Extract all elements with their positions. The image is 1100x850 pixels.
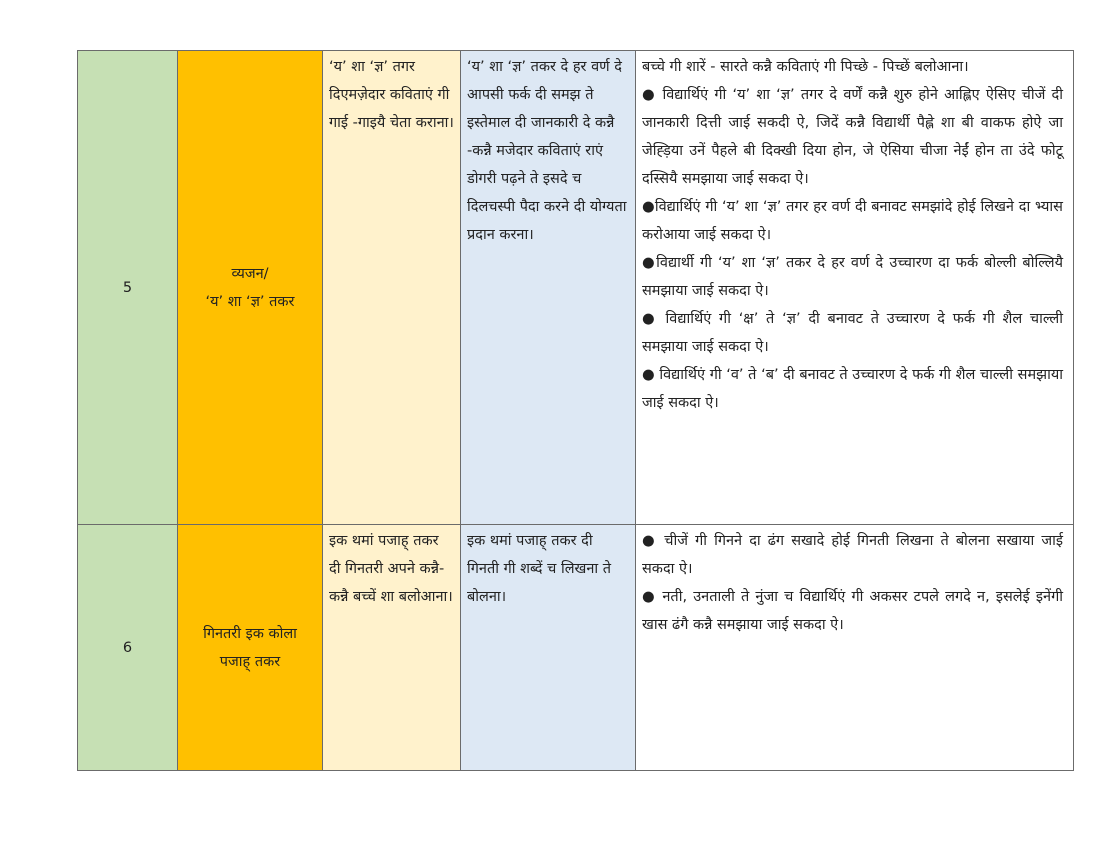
objective-text: ‘य’ शा ‘ज्ञ’ तगर दिएमज़ेदार कविताएं गी गाई -गाइयै चेता कराना। xyxy=(329,59,454,131)
activity-item: ● विद्यार्थिएं गी ‘क्ष’ ते ‘ज्ञ’ दी बनावट ते उच्चारण दे फर्क गी शैल चाल्ली समझाया जाई सकदा ऐ। xyxy=(642,311,1063,355)
topic-line: ‘य’ शा ‘ज्ञ’ तकर xyxy=(205,293,295,310)
outcome-text: ‘य’ शा ‘ज्ञ’ तकर दे हर वर्ण दे आपसी फर्क दी समझ ते इस्तेमाल दी जानकारी दे कन्नै -कन्नै मजेदार कविताएं राएं डोगरी पढ़ने ते इसदे च दिलचस्पी पैदा करने दी योग्यता प्रदान करना। xyxy=(467,59,627,243)
activity-item: ●विद्यार्थी गी ‘य’ शा ‘ज्ञ’ तकर दे हर वर्ण दे उच्चारण दा फर्क बोल्ली बोल्लियै समझाया जाई सकदा ऐ। xyxy=(642,255,1063,299)
row-number-cell xyxy=(78,525,178,771)
topic-line: गिनतरी इक कोला xyxy=(203,625,297,642)
row-number-cell xyxy=(78,51,178,525)
topic-line: पजाह् तकर xyxy=(219,653,281,670)
curriculum-table xyxy=(77,50,1074,771)
row-number: 6 xyxy=(122,639,133,656)
outcome-text: इक थमां पजाह् तकर दी गिनती गी शब्दें च लिखना ते बोलना। xyxy=(467,533,612,605)
activities-cell xyxy=(636,51,1074,525)
objective-cell xyxy=(323,525,461,771)
table-row xyxy=(78,51,1074,525)
activity-item: ● विद्यार्थिएं गी ‘य’ शा ‘ज्ञ’ तगर दे वर्णें कन्नै शुरु होने आह्लिए ऐसिए चीजें दी जानकारी दित्ती जाई सकदी ऐ, जिदें कन्नै विद्यार्थी पैह्ले शा बी वाकफ होऐ जा जेह्ड़िया उनें पैहले बी दिक्खी दिया होन, जे ऐसिया चीजा नेईं होन ता उंदे फोटू दस्सियै समझाया जाई सकदा ऐ। xyxy=(642,87,1063,187)
objective-cell xyxy=(323,51,461,525)
activity-item: ●विद्यार्थिएं गी ‘य’ शा ‘ज्ञ’ तगर हर वर्ण दी बनावट समझांदे होई लिखने दा भ्यास करोआया जाई सकदा ऐ। xyxy=(642,199,1063,243)
topic-cell xyxy=(178,525,323,771)
outcome-cell xyxy=(461,525,636,771)
activity-item: ● चीजें गी गिनने दा ढंग सखादे होई गिनती लिखना ते बोलना सखाया जाई सकदा ऐ। xyxy=(642,533,1063,577)
row-number: 5 xyxy=(122,279,133,296)
objective-text: इक थमां पजाह् तकर दी गिनतरी अपने कन्नै-कन्नै बच्चें शा बलोआना। xyxy=(329,533,453,605)
activity-item: बच्चे गी शारें - सारते कन्नै कविताएं गी पिच्छे - पिच्छें बलोआना। xyxy=(642,59,969,75)
table-row xyxy=(78,525,1074,771)
topic-cell xyxy=(178,51,323,525)
activities-cell xyxy=(636,525,1074,771)
topic-line: व्यजन/ xyxy=(231,265,269,282)
activity-item: ● विद्यार्थिएं गी ‘व’ ते ‘ब’ दी बनावट ते उच्चारण दे फर्क गी शैल चाल्ली समझाया जाई सकदा ऐ। xyxy=(642,367,1063,411)
outcome-cell xyxy=(461,51,636,525)
activity-item: ● नती, उनताली ते नुंजा च विद्यार्थिएं गी अकसर टपले लगदे न, इसलेई इनेंगी खास ढंगै कन्नै समझाया जाई सकदा ऐ। xyxy=(642,589,1063,633)
